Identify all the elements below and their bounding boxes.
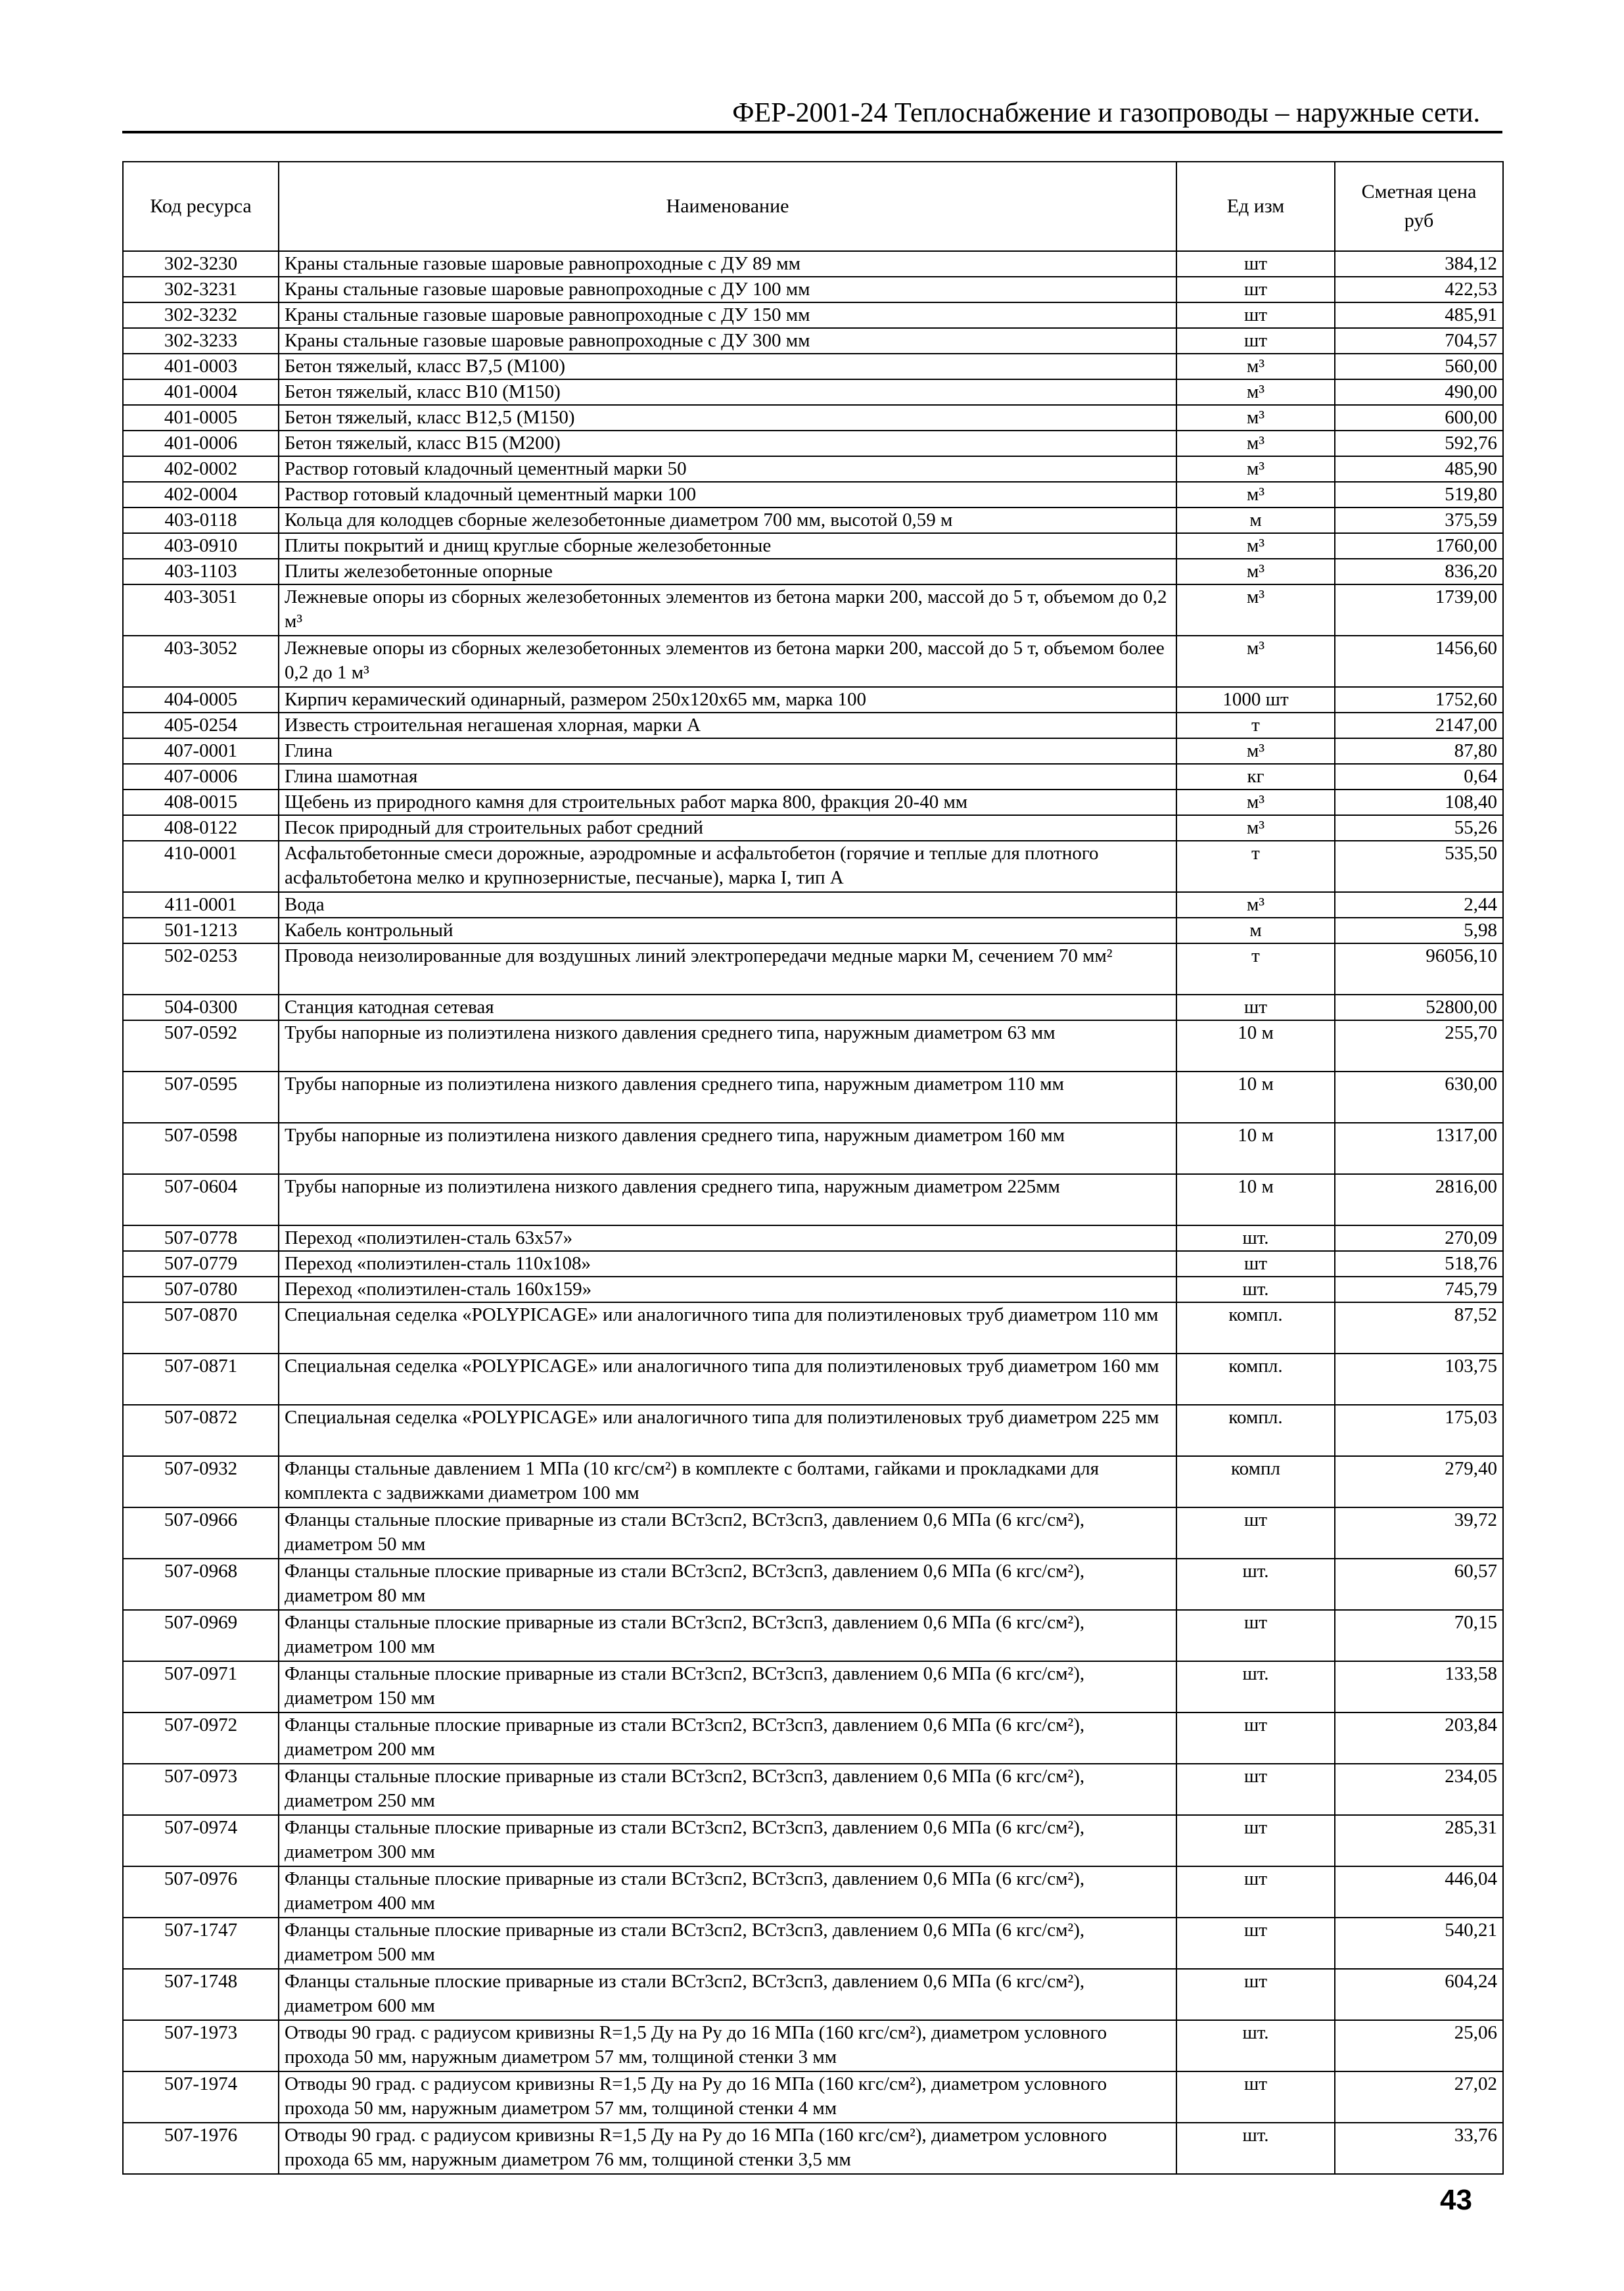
table-row: [123, 1174, 1503, 1225]
table-row: [123, 251, 1503, 277]
table-row: [123, 328, 1503, 354]
table-header-row: [123, 162, 1503, 251]
resource-name-cell: Фланцы стальные плоские приварные из стали ВСт3сп2, ВСт3сп3, давлением 0,6 МПа (6 кгс/см²), диаметром 400 мм: [279, 1866, 1176, 1918]
unit-cell: 10 м: [1176, 1072, 1335, 1123]
resource-name-cell: Отводы 90 град. с радиусом кривизны R=1,5 Ду на Ру до 16 МПа (160 кгс/см²), диаметром условного прохода 65 мм, наружным диаметром 76 мм, толщиной стенки 3,5 мм: [279, 2123, 1176, 2174]
price-cell: 108,40: [1335, 790, 1503, 815]
price-cell: 422,53: [1335, 277, 1503, 302]
resource-name-cell: Переход «полиэтилен-сталь 110х108»: [279, 1251, 1176, 1277]
table-row: [123, 815, 1503, 841]
resource-code-cell: 502-0253: [123, 943, 279, 995]
table-row: [123, 995, 1503, 1020]
table-row: [123, 302, 1503, 328]
resource-name-cell: Асфальтобетонные смеси дорожные, аэродромные и асфальтобетон (горячие и теплые для плотного асфальтобетона мелко и крупнозернистые, песчаные), марка I, тип А: [279, 841, 1176, 892]
table-row: [123, 482, 1503, 508]
unit-cell: м³: [1176, 456, 1335, 482]
resource-code-cell: 411-0001: [123, 892, 279, 918]
unit-cell: шт: [1176, 277, 1335, 302]
price-cell: 279,40: [1335, 1456, 1503, 1507]
unit-cell: компл.: [1176, 1302, 1335, 1354]
price-cell: 535,50: [1335, 841, 1503, 892]
price-cell: 0,64: [1335, 764, 1503, 790]
unit-cell: шт: [1176, 1764, 1335, 1815]
resource-name-cell: Отводы 90 град. с радиусом кривизны R=1,5 Ду на Ру до 16 МПа (160 кгс/см²), диаметром условного прохода 50 мм, наружным диаметром 57 мм, толщиной стенки 4 мм: [279, 2071, 1176, 2123]
table-row: [123, 1020, 1503, 1072]
table-row: [123, 1123, 1503, 1174]
unit-cell: т: [1176, 841, 1335, 892]
price-cell: 745,79: [1335, 1277, 1503, 1302]
price-cell: 704,57: [1335, 328, 1503, 354]
table-row: [123, 2020, 1503, 2071]
column-header-name: Наименование: [279, 162, 1176, 251]
unit-cell: 1000 шт: [1176, 687, 1335, 713]
column-header-code: Код ресурса: [123, 162, 279, 251]
resource-code-cell: 507-0779: [123, 1251, 279, 1277]
table-row: [123, 354, 1503, 379]
resource-name-cell: Плиты покрытий и днищ круглые сборные железобетонные: [279, 533, 1176, 559]
resource-code-cell: 401-0005: [123, 405, 279, 431]
resource-name-cell: Бетон тяжелый, класс В7,5 (М100): [279, 354, 1176, 379]
price-cell: 1456,60: [1335, 636, 1503, 687]
table-row: [123, 1918, 1503, 1969]
price-cell: 175,03: [1335, 1405, 1503, 1456]
table-row: [123, 943, 1503, 995]
unit-cell: м³: [1176, 533, 1335, 559]
table-row: [123, 1610, 1503, 1661]
resource-name-cell: Щебень из природного камня для строительных работ марка 800, фракция 20-40 мм: [279, 790, 1176, 815]
price-cell: 519,80: [1335, 482, 1503, 508]
price-cell: 133,58: [1335, 1661, 1503, 1712]
resource-code-cell: 507-0973: [123, 1764, 279, 1815]
column-header-price: Сметная цена руб: [1335, 162, 1503, 251]
resource-code-cell: 507-1973: [123, 2020, 279, 2071]
unit-cell: т: [1176, 713, 1335, 738]
resource-name-cell: Фланцы стальные плоские приварные из стали ВСт3сп2, ВСт3сп3, давлением 0,6 МПа (6 кгс/см²), диаметром 150 мм: [279, 1661, 1176, 1712]
unit-cell: шт: [1176, 1918, 1335, 1969]
table-row: [123, 1072, 1503, 1123]
resource-code-cell: 507-0972: [123, 1712, 279, 1764]
price-cell: 25,06: [1335, 2020, 1503, 2071]
resource-code-cell: 507-1974: [123, 2071, 279, 2123]
resource-code-cell: 403-3051: [123, 584, 279, 636]
price-cell: 5,98: [1335, 918, 1503, 943]
table-row: [123, 508, 1503, 533]
resource-code-cell: 507-0592: [123, 1020, 279, 1072]
price-cell: 2147,00: [1335, 713, 1503, 738]
table-row: [123, 738, 1503, 764]
table-row: [123, 1405, 1503, 1456]
unit-cell: м³: [1176, 482, 1335, 508]
resource-name-cell: Трубы напорные из полиэтилена низкого давления среднего типа, наружным диаметром 225мм: [279, 1174, 1176, 1225]
resource-name-cell: Специальная седелка «POLYPICAGE» или аналогичного типа для полиэтиленовых труб диаметром 225 мм: [279, 1405, 1176, 1456]
resource-code-cell: 507-0966: [123, 1507, 279, 1559]
unit-cell: шт.: [1176, 1225, 1335, 1251]
price-cell: 27,02: [1335, 2071, 1503, 2123]
resource-name-cell: Лежневые опоры из сборных железобетонных элементов из бетона марки 200, массой до 5 т, объемом до 0,2 м³: [279, 584, 1176, 636]
table-row: [123, 2071, 1503, 2123]
price-cell: 560,00: [1335, 354, 1503, 379]
resource-code-cell: 403-0910: [123, 533, 279, 559]
table-row: [123, 892, 1503, 918]
resource-code-cell: 507-0598: [123, 1123, 279, 1174]
resource-name-cell: Краны стальные газовые шаровые равнопроходные с ДУ 89 мм: [279, 251, 1176, 277]
unit-cell: м³: [1176, 584, 1335, 636]
resource-name-cell: Фланцы стальные плоские приварные из стали ВСт3сп2, ВСт3сп3, давлением 0,6 МПа (6 кгс/см²), диаметром 500 мм: [279, 1918, 1176, 1969]
resource-name-cell: Краны стальные газовые шаровые равнопроходные с ДУ 300 мм: [279, 328, 1176, 354]
resource-name-cell: Бетон тяжелый, класс В10 (М150): [279, 379, 1176, 405]
table-row: [123, 790, 1503, 815]
resource-code-cell: 401-0003: [123, 354, 279, 379]
table-row: [123, 1507, 1503, 1559]
resource-code-cell: 507-0870: [123, 1302, 279, 1354]
resource-name-cell: Кабель контрольный: [279, 918, 1176, 943]
resource-name-cell: Кирпич керамический одинарный, размером 250х120х65 мм, марка 100: [279, 687, 1176, 713]
resource-code-cell: 401-0004: [123, 379, 279, 405]
table-row: [123, 764, 1503, 790]
resource-code-cell: 507-1976: [123, 2123, 279, 2174]
price-cell: 518,76: [1335, 1251, 1503, 1277]
unit-cell: шт.: [1176, 2020, 1335, 2071]
price-cell: 60,57: [1335, 1559, 1503, 1610]
resource-name-cell: Краны стальные газовые шаровые равнопроходные с ДУ 150 мм: [279, 302, 1176, 328]
table-row: [123, 713, 1503, 738]
unit-cell: 10 м: [1176, 1123, 1335, 1174]
table-row: [123, 1456, 1503, 1507]
table-row: [123, 1764, 1503, 1815]
price-cell: 39,72: [1335, 1507, 1503, 1559]
unit-cell: шт.: [1176, 1661, 1335, 1712]
resource-name-cell: Лежневые опоры из сборных железобетонных элементов из бетона марки 200, массой до 5 т, объемом более 0,2 до 1 м³: [279, 636, 1176, 687]
price-cell: 234,05: [1335, 1764, 1503, 1815]
price-cell: 604,24: [1335, 1969, 1503, 2020]
price-cell: 836,20: [1335, 559, 1503, 584]
unit-cell: шт: [1176, 1507, 1335, 1559]
resource-name-cell: Фланцы стальные плоские приварные из стали ВСт3сп2, ВСт3сп3, давлением 0,6 МПа (6 кгс/см²), диаметром 100 мм: [279, 1610, 1176, 1661]
table-row: [123, 1969, 1503, 2020]
table-row: [123, 1559, 1503, 1610]
resource-code-cell: 403-0118: [123, 508, 279, 533]
resource-name-cell: Трубы напорные из полиэтилена низкого давления среднего типа, наружным диаметром 160 мм: [279, 1123, 1176, 1174]
resource-code-cell: 407-0001: [123, 738, 279, 764]
resource-name-cell: Раствор готовый кладочный цементный марки 100: [279, 482, 1176, 508]
unit-cell: компл.: [1176, 1354, 1335, 1405]
resource-name-cell: Фланцы стальные плоские приварные из стали ВСт3сп2, ВСт3сп3, давлением 0,6 МПа (6 кгс/см²), диаметром 50 мм: [279, 1507, 1176, 1559]
table-row: [123, 1815, 1503, 1866]
resource-name-cell: Фланцы стальные плоские приварные из стали ВСт3сп2, ВСт3сп3, давлением 0,6 МПа (6 кгс/см²), диаметром 300 мм: [279, 1815, 1176, 1866]
resource-name-cell: Кольца для колодцев сборные железобетонные диаметром 700 мм, высотой 0,59 м: [279, 508, 1176, 533]
unit-cell: шт.: [1176, 2123, 1335, 2174]
resource-code-cell: 504-0300: [123, 995, 279, 1020]
resource-code-cell: 507-0595: [123, 1072, 279, 1123]
resource-code-cell: 507-1748: [123, 1969, 279, 2020]
table-row: [123, 2123, 1503, 2174]
table-row: [123, 1866, 1503, 1918]
unit-cell: м³: [1176, 892, 1335, 918]
resource-name-cell: Фланцы стальные плоские приварные из стали ВСт3сп2, ВСт3сп3, давлением 0,6 МПа (6 кгс/см²), диаметром 200 мм: [279, 1712, 1176, 1764]
table-row: [123, 841, 1503, 892]
unit-cell: шт: [1176, 1969, 1335, 2020]
table-row: [123, 405, 1503, 431]
unit-cell: м³: [1176, 379, 1335, 405]
resource-code-cell: 507-0971: [123, 1661, 279, 1712]
resource-name-cell: Глина шамотная: [279, 764, 1176, 790]
unit-cell: компл: [1176, 1456, 1335, 1507]
unit-cell: шт.: [1176, 1277, 1335, 1302]
unit-cell: шт: [1176, 1712, 1335, 1764]
unit-cell: 10 м: [1176, 1174, 1335, 1225]
resource-name-cell: Песок природный для строительных работ средний: [279, 815, 1176, 841]
resource-name-cell: Фланцы стальные плоские приварные из стали ВСт3сп2, ВСт3сп3, давлением 0,6 МПа (6 кгс/см²), диаметром 80 мм: [279, 1559, 1176, 1610]
unit-cell: м³: [1176, 559, 1335, 584]
unit-cell: шт: [1176, 302, 1335, 328]
resource-name-cell: Трубы напорные из полиэтилена низкого давления среднего типа, наружным диаметром 110 мм: [279, 1072, 1176, 1123]
price-cell: 490,00: [1335, 379, 1503, 405]
resource-price-table: [122, 161, 1504, 2175]
resource-name-cell: Провода неизолированные для воздушных линий электропередачи медные марки М, сечением 70 мм²: [279, 943, 1176, 995]
table-row: [123, 687, 1503, 713]
unit-cell: шт.: [1176, 1559, 1335, 1610]
price-cell: 600,00: [1335, 405, 1503, 431]
price-cell: 592,76: [1335, 431, 1503, 456]
unit-cell: компл.: [1176, 1405, 1335, 1456]
resource-name-cell: Специальная седелка «POLYPICAGE» или аналогичного типа для полиэтиленовых труб диаметром 110 мм: [279, 1302, 1176, 1354]
resource-name-cell: Глина: [279, 738, 1176, 764]
price-cell: 103,75: [1335, 1354, 1503, 1405]
resource-code-cell: 403-3052: [123, 636, 279, 687]
price-cell: 55,26: [1335, 815, 1503, 841]
price-cell: 87,52: [1335, 1302, 1503, 1354]
resource-code-cell: 507-1747: [123, 1918, 279, 1969]
table-row: [123, 1277, 1503, 1302]
unit-cell: кг: [1176, 764, 1335, 790]
resource-code-cell: 302-3232: [123, 302, 279, 328]
resource-name-cell: Переход «полиэтилен-сталь 63х57»: [279, 1225, 1176, 1251]
unit-cell: шт: [1176, 995, 1335, 1020]
price-cell: 285,31: [1335, 1815, 1503, 1866]
table-row: [123, 533, 1503, 559]
resource-code-cell: 405-0254: [123, 713, 279, 738]
price-cell: 485,90: [1335, 456, 1503, 482]
page-number: 43: [1440, 2184, 1472, 2216]
resource-name-cell: Фланцы стальные плоские приварные из стали ВСт3сп2, ВСт3сп3, давлением 0,6 МПа (6 кгс/см²), диаметром 250 мм: [279, 1764, 1176, 1815]
price-cell: 270,09: [1335, 1225, 1503, 1251]
price-cell: 1752,60: [1335, 687, 1503, 713]
resource-code-cell: 407-0006: [123, 764, 279, 790]
resource-name-cell: Специальная седелка «POLYPICAGE» или аналогичного типа для полиэтиленовых труб диаметром 160 мм: [279, 1354, 1176, 1405]
resource-code-cell: 507-0976: [123, 1866, 279, 1918]
resource-code-cell: 302-3233: [123, 328, 279, 354]
price-cell: 96056,10: [1335, 943, 1503, 995]
unit-cell: т: [1176, 943, 1335, 995]
resource-code-cell: 408-0122: [123, 815, 279, 841]
table-row: [123, 431, 1503, 456]
resource-code-cell: 507-0604: [123, 1174, 279, 1225]
unit-cell: м³: [1176, 431, 1335, 456]
column-header-unit: Ед изм: [1176, 162, 1335, 251]
price-cell: 1317,00: [1335, 1123, 1503, 1174]
price-cell: 1739,00: [1335, 584, 1503, 636]
table-row: [123, 1225, 1503, 1251]
unit-cell: шт: [1176, 1610, 1335, 1661]
table-row: [123, 1661, 1503, 1712]
resource-code-cell: 507-0780: [123, 1277, 279, 1302]
table-row: [123, 1302, 1503, 1354]
table-row: [123, 1354, 1503, 1405]
resource-code-cell: 501-1213: [123, 918, 279, 943]
unit-cell: 10 м: [1176, 1020, 1335, 1072]
price-cell: 485,91: [1335, 302, 1503, 328]
resource-code-cell: 410-0001: [123, 841, 279, 892]
price-cell: 2,44: [1335, 892, 1503, 918]
table-body: [123, 251, 1503, 2174]
resource-code-cell: 507-0932: [123, 1456, 279, 1507]
price-cell: 375,59: [1335, 508, 1503, 533]
unit-cell: шт: [1176, 1866, 1335, 1918]
unit-cell: шт: [1176, 1815, 1335, 1866]
resource-code-cell: 404-0005: [123, 687, 279, 713]
price-cell: 203,84: [1335, 1712, 1503, 1764]
table-row: [123, 918, 1503, 943]
resource-code-cell: 302-3230: [123, 251, 279, 277]
unit-cell: шт: [1176, 1251, 1335, 1277]
resource-code-cell: 507-0872: [123, 1405, 279, 1456]
price-cell: 87,80: [1335, 738, 1503, 764]
resource-code-cell: 507-0974: [123, 1815, 279, 1866]
unit-cell: м³: [1176, 738, 1335, 764]
resource-code-cell: 302-3231: [123, 277, 279, 302]
resource-name-cell: Вода: [279, 892, 1176, 918]
unit-cell: шт: [1176, 251, 1335, 277]
price-cell: 540,21: [1335, 1918, 1503, 1969]
resource-code-cell: 401-0006: [123, 431, 279, 456]
price-cell: 630,00: [1335, 1072, 1503, 1123]
table-row: [123, 636, 1503, 687]
resource-code-cell: 507-0968: [123, 1559, 279, 1610]
table-row: [123, 1712, 1503, 1764]
unit-cell: шт: [1176, 328, 1335, 354]
resource-name-cell: Отводы 90 град. с радиусом кривизны R=1,5 Ду на Ру до 16 МПа (160 кгс/см²), диаметром условного прохода 50 мм, наружным диаметром 57 мм, толщиной стенки 3 мм: [279, 2020, 1176, 2071]
resource-code-cell: 507-0871: [123, 1354, 279, 1405]
resource-name-cell: Переход «полиэтилен-сталь 160х159»: [279, 1277, 1176, 1302]
resource-name-cell: Фланцы стальные давлением 1 МПа (10 кгс/см²) в комплекте с болтами, гайками и прокладками для комплекта с задвижками диаметром 100 мм: [279, 1456, 1176, 1507]
unit-cell: м³: [1176, 405, 1335, 431]
page-header-title: ФЕР-2001-24 Теплоснабжение и газопроводы – наружные сети.: [732, 98, 1480, 128]
resource-name-cell: Трубы напорные из полиэтилена низкого давления среднего типа, наружным диаметром 63 мм: [279, 1020, 1176, 1072]
resource-name-cell: Известь строительная негашеная хлорная, марки А: [279, 713, 1176, 738]
resource-code-cell: 402-0004: [123, 482, 279, 508]
price-cell: 70,15: [1335, 1610, 1503, 1661]
unit-cell: шт: [1176, 2071, 1335, 2123]
resource-name-cell: Бетон тяжелый, класс В15 (М200): [279, 431, 1176, 456]
unit-cell: м: [1176, 508, 1335, 533]
table-row: [123, 1251, 1503, 1277]
resource-name-cell: Плиты железобетонные опорные: [279, 559, 1176, 584]
resource-name-cell: Краны стальные газовые шаровые равнопроходные с ДУ 100 мм: [279, 277, 1176, 302]
resource-name-cell: Бетон тяжелый, класс В12,5 (М150): [279, 405, 1176, 431]
resource-name-cell: Фланцы стальные плоские приварные из стали ВСт3сп2, ВСт3сп3, давлением 0,6 МПа (6 кгс/см²), диаметром 600 мм: [279, 1969, 1176, 2020]
resource-code-cell: 402-0002: [123, 456, 279, 482]
price-cell: 255,70: [1335, 1020, 1503, 1072]
price-cell: 2816,00: [1335, 1174, 1503, 1225]
resource-code-cell: 507-0969: [123, 1610, 279, 1661]
table-row: [123, 277, 1503, 302]
table-row: [123, 456, 1503, 482]
unit-cell: м: [1176, 918, 1335, 943]
table-row: [123, 584, 1503, 636]
resource-code-cell: 507-0778: [123, 1225, 279, 1251]
unit-cell: м³: [1176, 790, 1335, 815]
price-cell: 446,04: [1335, 1866, 1503, 1918]
unit-cell: м³: [1176, 815, 1335, 841]
resource-name-cell: Раствор готовый кладочный цементный марки 50: [279, 456, 1176, 482]
unit-cell: м³: [1176, 354, 1335, 379]
table-row: [123, 559, 1503, 584]
price-cell: 384,12: [1335, 251, 1503, 277]
price-cell: 33,76: [1335, 2123, 1503, 2174]
price-cell: 1760,00: [1335, 533, 1503, 559]
table-row: [123, 379, 1503, 405]
header-rule: [122, 131, 1502, 133]
resource-code-cell: 408-0015: [123, 790, 279, 815]
price-cell: 52800,00: [1335, 995, 1503, 1020]
unit-cell: м³: [1176, 636, 1335, 687]
resource-name-cell: Станция катодная сетевая: [279, 995, 1176, 1020]
resource-code-cell: 403-1103: [123, 559, 279, 584]
